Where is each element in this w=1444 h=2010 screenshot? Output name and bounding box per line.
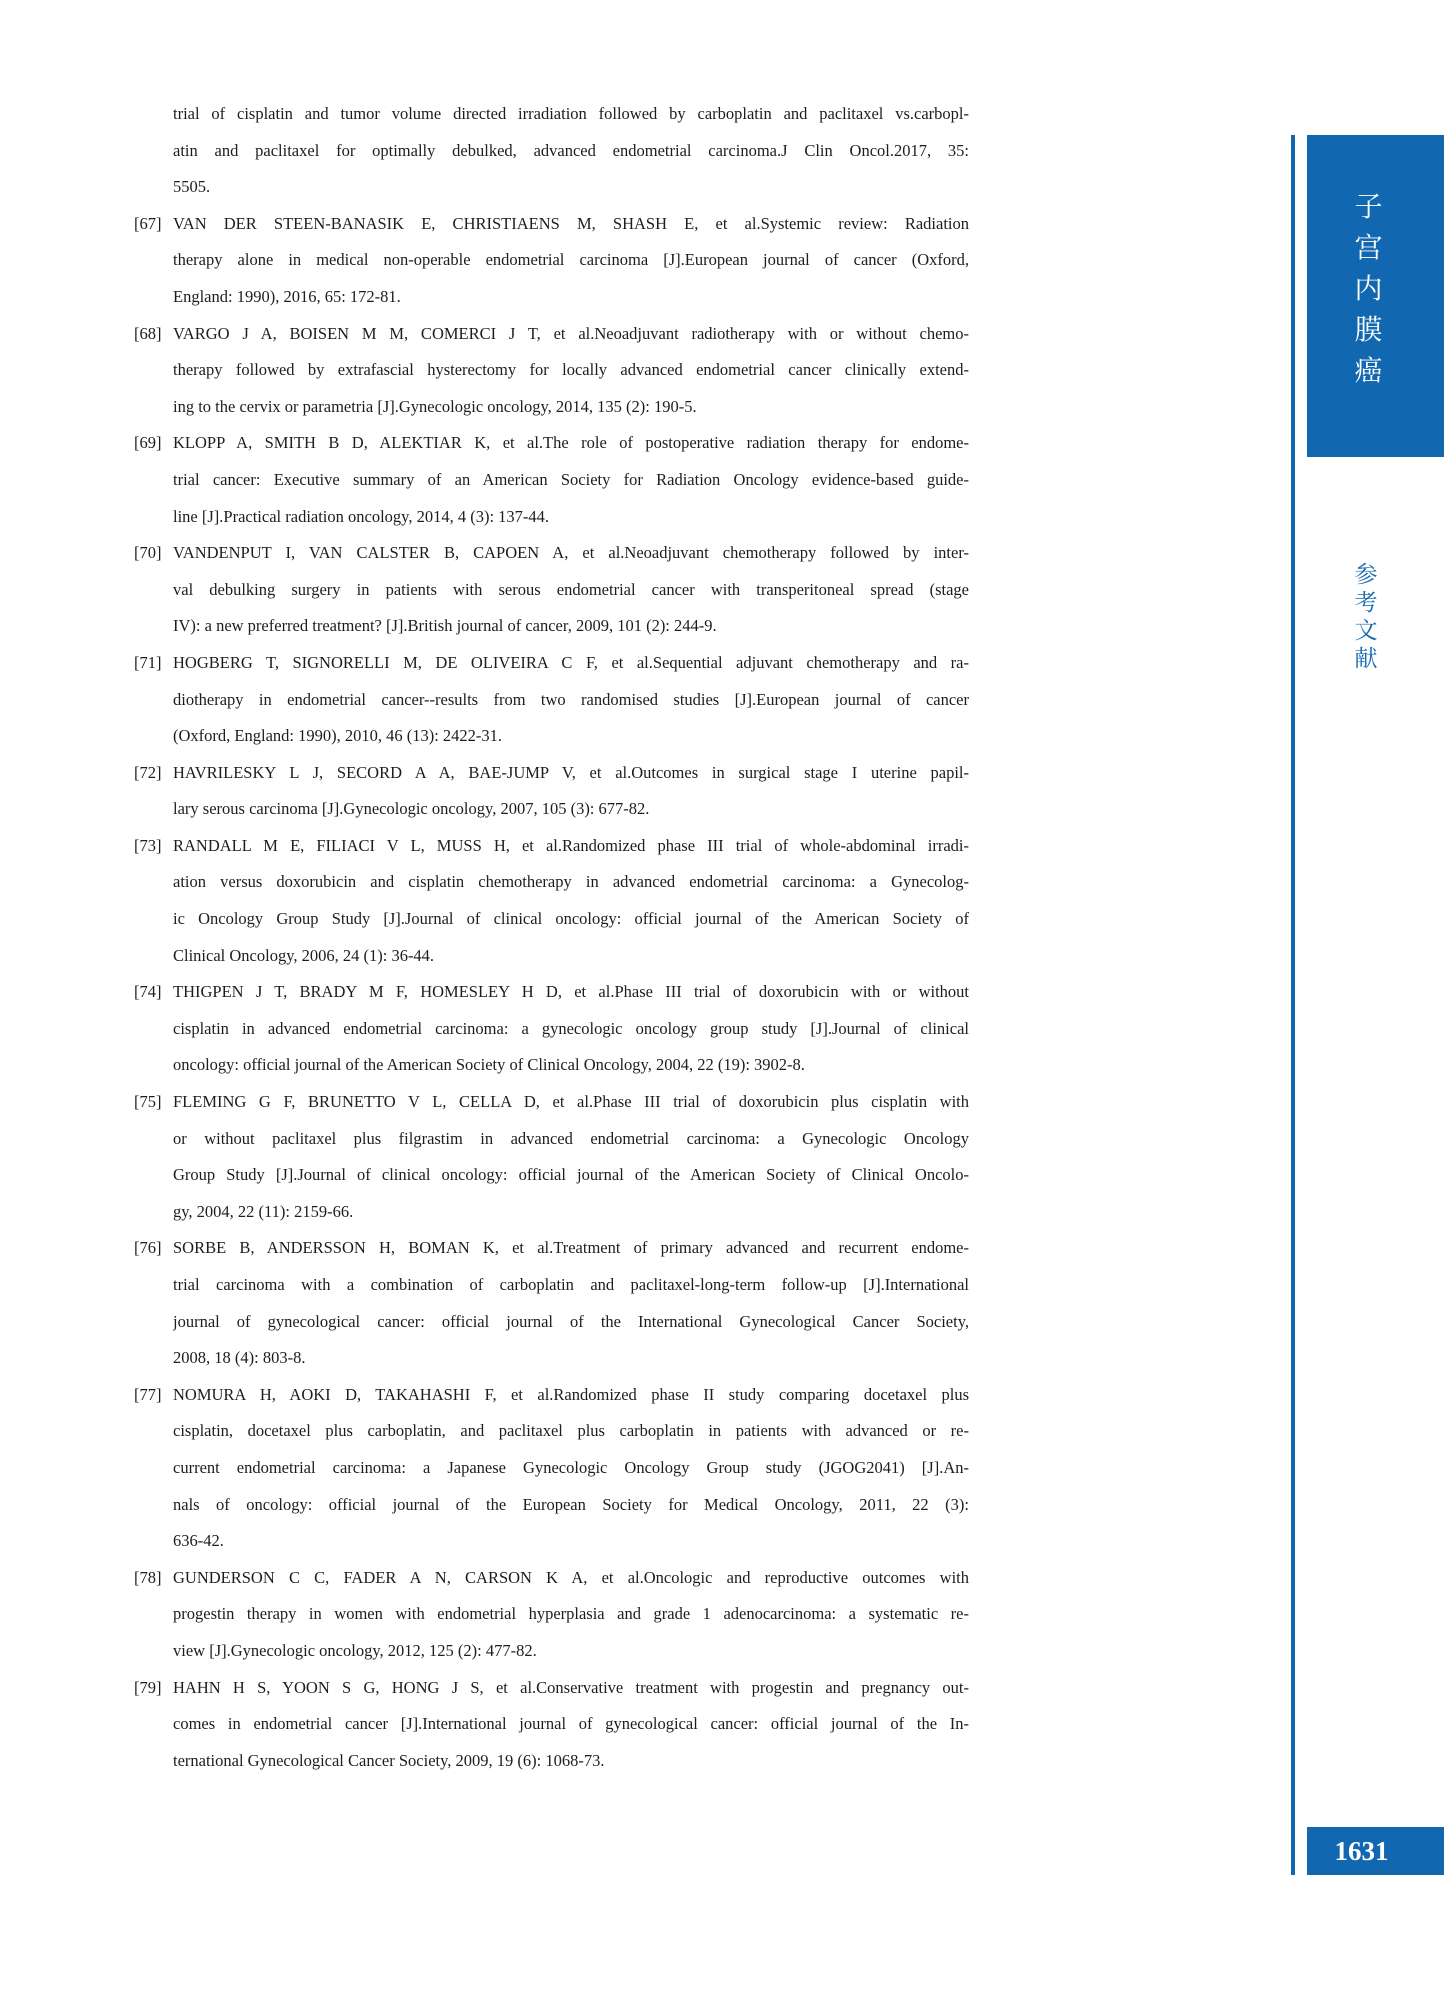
reference-id: [78]	[134, 1567, 162, 1587]
chapter-title-char: 癌	[1354, 355, 1383, 386]
reference-line: cisplatin, docetaxel plus carboplatin, and paclitaxel plus carboplatin in patients with advanced or re-	[173, 1421, 969, 1441]
reference-id: [72]	[134, 762, 162, 782]
reference-line: VANDENPUT I, VAN CALSTER B, CAPOEN A, et al.Neoadjuvant chemotherapy followed by inter-	[173, 543, 969, 563]
reference-line: trial cancer: Executive summary of an American Society for Radiation Oncology evidence-based guide-	[173, 469, 969, 489]
section-label	[1340, 563, 1392, 670]
reference-line: view [J].Gynecologic oncology, 2012, 125 (2): 477-82.	[173, 1640, 537, 1660]
reference-line: 636-42.	[173, 1531, 224, 1551]
reference-line: HOGBERG T, SIGNORELLI M, DE OLIVEIRA C F, et al.Sequential adjuvant chemotherapy and ra-	[173, 652, 969, 672]
reference-line: line [J].Practical radiation oncology, 2014, 4 (3): 137-44.	[173, 506, 550, 526]
chapter-tab	[1307, 135, 1444, 457]
reference-line: therapy followed by extrafascial hysterectomy for locally advanced endometrial cancer clinically extend-	[173, 360, 969, 380]
reference-id: [73]	[134, 835, 162, 855]
reference-line: val debulking surgery in patients with serous endometrial cancer with transperitoneal spread (stage	[173, 579, 969, 599]
reference-line: or without paclitaxel plus filgrastim in advanced endometrial carcinoma: a Gynecologic Oncology	[173, 1128, 969, 1148]
chapter-title-char: 膜	[1354, 314, 1383, 345]
chapter-title-char: 内	[1354, 273, 1383, 304]
chapter-title-char: 子	[1354, 191, 1383, 222]
reference-item	[134, 535, 969, 645]
reference-line: nals of oncology: official journal of the European Society for Medical Oncology, 2011, 22 (3):	[173, 1494, 969, 1514]
reference-line: cisplatin in advanced endometrial carcinoma: a gynecologic oncology group study [J].Journal of clinical	[173, 1018, 969, 1038]
reference-line: IV): a new preferred treatment? [J].British journal of cancer, 2009, 101 (2): 244-9.	[173, 616, 717, 636]
reference-item	[134, 828, 969, 974]
reference-line: (Oxford, England: 1990), 2010, 46 (13): 2422-31.	[173, 726, 503, 746]
reference-line: HAHN H S, YOON S G, HONG J S, et al.Conservative treatment with progestin and pregnancy out-	[173, 1677, 969, 1697]
reference-line: lary serous carcinoma [J].Gynecologic oncology, 2007, 105 (3): 677-82.	[173, 799, 650, 819]
section-title-char: 考	[1354, 590, 1378, 615]
reference-line: ic Oncology Group Study [J].Journal of clinical oncology: official journal of the American Society of	[173, 909, 969, 929]
reference-line: progestin therapy in women with endometrial hyperplasia and grade 1 adenocarcinoma: a systematic re-	[173, 1604, 969, 1624]
reference-item	[134, 1230, 969, 1376]
reference-line: atin and paclitaxel for optimally debulked, advanced endometrial carcinoma.J Clin Oncol.2017, 35:	[173, 140, 969, 160]
reference-line: SORBE B, ANDERSSON H, BOMAN K, et al.Treatment of primary advanced and recurrent endome-	[173, 1238, 969, 1258]
chapter-title-char: 宫	[1354, 232, 1383, 263]
reference-line: HAVRILESKY L J, SECORD A A, BAE-JUMP V, et al.Outcomes in surgical stage I uterine papil-	[173, 762, 969, 782]
reference-item	[134, 974, 969, 1084]
section-title-char: 参	[1354, 562, 1378, 587]
reference-line: Group Study [J].Journal of clinical oncology: official journal of the American Society of Clinical Oncolo-	[173, 1165, 969, 1185]
reference-item	[134, 206, 969, 316]
reference-id: [67]	[134, 213, 162, 233]
reference-line: 2008, 18 (4): 803-8.	[173, 1348, 306, 1368]
reference-line: Clinical Oncology, 2006, 24 (1): 36-44.	[173, 945, 435, 965]
reference-continuation	[134, 96, 969, 206]
reference-line: FLEMING G F, BRUNETTO V L, CELLA D, et al.Phase III trial of doxorubicin plus cisplatin with	[173, 1092, 969, 1112]
reference-item	[134, 645, 969, 755]
references-list	[134, 96, 969, 1779]
reference-line: trial of cisplatin and tumor volume directed irradiation followed by carboplatin and paclitaxel vs.carbopl-	[173, 104, 969, 123]
reference-line: trial carcinoma with a combination of carboplatin and paclitaxel-long-term follow-up [J].International	[173, 1275, 969, 1294]
reference-item	[134, 316, 969, 426]
reference-item	[134, 1560, 969, 1670]
reference-id: [74]	[134, 982, 162, 1002]
reference-item	[134, 1670, 969, 1780]
reference-line: 5505.	[173, 177, 211, 197]
reference-id: [71]	[134, 652, 162, 672]
reference-id: [76]	[134, 1238, 162, 1258]
reference-line: gy, 2004, 22 (11): 2159-66.	[173, 1201, 354, 1221]
reference-line: current endometrial carcinoma: a Japanese Gynecologic Oncology Group study (JGOG2041) [J].An-	[173, 1457, 969, 1477]
reference-line: THIGPEN J T, BRADY M F, HOMESLEY H D, et al.Phase III trial of doxorubicin with or without	[173, 982, 969, 1002]
reference-line: England: 1990), 2016, 65: 172-81.	[173, 286, 401, 306]
reference-line: therapy alone in medical non-operable endometrial carcinoma [J].European journal of cancer (Oxford,	[173, 250, 969, 270]
reference-item	[134, 755, 969, 828]
reference-line: KLOPP A, SMITH B D, ALEKTIAR K, et al.The role of postoperative radiation therapy for endome-	[173, 433, 969, 453]
reference-line: diotherapy in endometrial cancer--results from two randomised studies [J].European journal of cancer	[173, 689, 969, 709]
page-number-badge: 1631	[1307, 1827, 1444, 1875]
reference-line: ing to the cervix or parametria [J].Gynecologic oncology, 2014, 135 (2): 190-5.	[173, 396, 697, 416]
sidebar-rule	[1291, 135, 1295, 1875]
section-title-char: 文	[1354, 618, 1378, 643]
reference-id: [70]	[134, 543, 162, 563]
reference-line: ternational Gynecological Cancer Society, 2009, 19 (6): 1068-73.	[173, 1750, 605, 1770]
reference-id: [79]	[134, 1677, 162, 1697]
reference-item	[134, 1377, 969, 1560]
reference-id: [68]	[134, 323, 162, 343]
section-title-char: 献	[1354, 646, 1378, 671]
reference-line: VARGO J A, BOISEN M M, COMERCI J T, et al.Neoadjuvant radiotherapy with or without chemo-	[173, 323, 969, 343]
reference-line: NOMURA H, AOKI D, TAKAHASHI F, et al.Randomized phase II study comparing docetaxel plus	[173, 1384, 969, 1404]
reference-id: [75]	[134, 1092, 162, 1112]
reference-line: VAN DER STEEN-BANASIK E, CHRISTIAENS M, SHASH E, et al.Systemic review: Radiation	[173, 213, 969, 233]
reference-item	[134, 425, 969, 535]
reference-id: [77]	[134, 1384, 162, 1404]
reference-line: oncology: official journal of the American Society of Clinical Oncology, 2004, 22 (19): 3902-8.	[173, 1055, 805, 1075]
reference-line: comes in endometrial cancer [J].International journal of gynecological cancer: official journal of the In-	[173, 1714, 969, 1734]
reference-item	[134, 1084, 969, 1230]
reference-line: RANDALL M E, FILIACI V L, MUSS H, et al.Randomized phase III trial of whole-abdominal irradi-	[173, 835, 969, 855]
reference-line: GUNDERSON C C, FADER A N, CARSON K A, et al.Oncologic and reproductive outcomes with	[173, 1567, 969, 1587]
reference-line: journal of gynecological cancer: official journal of the International Gynecological Cancer Society,	[173, 1311, 969, 1331]
reference-line: ation versus doxorubicin and cisplatin chemotherapy in advanced endometrial carcinoma: a Gynecolog-	[173, 872, 969, 892]
reference-id: [69]	[134, 433, 162, 453]
